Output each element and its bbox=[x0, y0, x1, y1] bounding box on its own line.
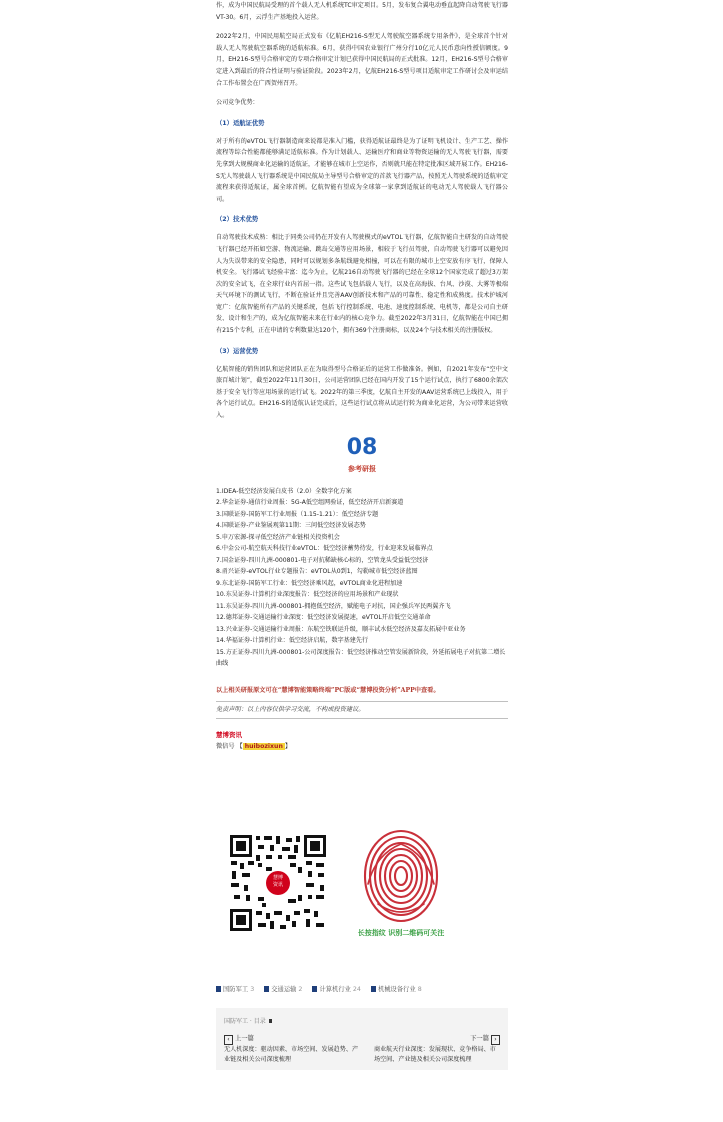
tag-item[interactable]: 交通运输 2 bbox=[264, 985, 302, 994]
article-body bbox=[216, 0, 508, 751]
qr-center-logo: 慧博 资讯 bbox=[272, 875, 283, 888]
tag-bar bbox=[216, 985, 508, 994]
article-navigation bbox=[216, 1008, 508, 1070]
next-article-link[interactable] bbox=[374, 1034, 500, 1065]
tag-item[interactable]: 国防军工 3 bbox=[216, 985, 254, 994]
chevron-right-icon: › bbox=[491, 1035, 500, 1045]
reference-item: 12.德邦证券-交通运输行业深度：低空经济发展提速，eVTOL开启低空交通革命 bbox=[216, 614, 431, 622]
qr-code[interactable] bbox=[228, 833, 328, 933]
advantage-3-text: 亿航智能的销售团队和运营团队正在为取得型号合格证后的运营工作做准备。例如，自2021年发布“空中文旅百城计划”，截至2022年11月30日，公司运营团队已经在国内开发了15个运行试点，执行了6800余架次基于安全飞行等应用场景的运行试飞。2022年的第三季度，亿航自主开发的AAV运营系统已上线投入，用于各个运行试点。EH216-S的适航认证完成后，这些运行试点将从试运行转为商业化运营，为公司带来运营收入。 bbox=[216, 365, 508, 420]
tag-item[interactable]: 计算机行业 24 bbox=[312, 985, 361, 994]
wechat-id-line: 微信号 【 huibozixun 】 bbox=[216, 742, 292, 750]
reference-item: 15.方正证券-四川九洲-000801-公司深度报告：低空经济推动空管发展新阶段，外延拓展电子对抗第二增长曲线 bbox=[216, 648, 506, 668]
advantage-1-title: （1）适航证优势 bbox=[216, 119, 265, 127]
next-article-title: 商业航天行业深度：发展现状、竞争格局、市场空间、产业链及相关公司深度梳理 bbox=[374, 1046, 496, 1063]
wechat-id[interactable]: huibozixun bbox=[244, 742, 283, 750]
advantage-2-title: （2）技术优势 bbox=[216, 216, 259, 224]
source-notice: 以上相关研报原文可在“慧博智能策略终端”PC版或“慧博投资分析”APP中查看。 bbox=[216, 686, 440, 694]
reference-item: 10.东吴证券-计算机行业深度报告：低空经济的应用场景和产业现状 bbox=[216, 591, 399, 599]
prev-article-link[interactable] bbox=[224, 1034, 362, 1065]
advantage-3-title: （3）运营优势 bbox=[216, 347, 259, 355]
tag-icon bbox=[371, 986, 376, 992]
account-name: 慧博资讯 bbox=[216, 730, 242, 739]
chevron-left-icon: ‹ bbox=[224, 1035, 233, 1045]
menu-icon bbox=[269, 1019, 272, 1023]
reference-item: 13.兴业证券-交通运输行业周报：东航空铁联运升级，顺丰试水低空经济及嘉友拓展中亚业务 bbox=[216, 625, 466, 633]
divider bbox=[216, 718, 508, 719]
reference-item: 4.国联证券-产业鉴展观第11期：三问低空经济发展态势 bbox=[216, 522, 366, 530]
prev-article-title: 无人机深度：驱动因素、市场空间、发展趋势、产业链及相关公司深度梳理 bbox=[224, 1046, 359, 1063]
prev-label: 上一篇 bbox=[235, 1035, 254, 1042]
reference-item: 11.东吴证券-四川九洲-000801-拥抱低空经济，赋能电子对抗，国企强兵军民两翼齐飞 bbox=[216, 602, 451, 610]
fingerprint-icon bbox=[356, 824, 446, 926]
reference-item: 7.国金证券-四川九洲-000801-电子对抗稀缺核心标的，空管龙头受益低空经济 bbox=[216, 556, 429, 564]
reference-item: 8.甬兴证券-eVTOL行业专题报告：eVTOL从0到1，勾勒城市低空经济蓝图 bbox=[216, 568, 418, 576]
intro-paragraph-2: 2022年2月，中国民用航空局正式发布《亿航EH216-S型无人驾驶航空器系统专用条件》，是全球首个针对载人无人驾驶航空器系统的适航标准。6月，获得中国农业银行广州分行10亿元人民币意向性授信额度。9月，EH216-S型号合格审定的专项合格审定计划已获得中国民航局的正式批准。12月，EH216-S型号合格审定进入到最后的符合性证明与验证阶段。2023年2月，亿航EH216-S型号项目适航审定工作研讨会及审运结合工作布置会在广西贺州召开。 bbox=[216, 33, 508, 87]
advantage-2-text: 自动驾驶技术成熟：相比于同类公司仍在开发有人驾驶模式的eVTOL飞行器，亿航智能自主研发的自动驾驶飞行器已经开拓如空游、物流运输、跳岛交通等应用场景，相较于飞行员驾驶，自动驾驶飞行器可以避免因人为失误带来的安全隐患，同时可以规划多条航线避免相撞，可以在有限的城市上空安放有序飞行，保障人机安全。飞行器试飞经验丰富：迄今为止，亿航216自动驾驶飞行器的已经在全球12个国家完成了超过3万架次的安全试飞，在全球行业内首屈一指。这些试飞包括载人飞行，以及在高海拔、台风、沙漠、大雾等极端天气环境下的测试飞行，不断在验证并且完善AAV创新技术和产品的可靠性、稳定性和成熟度。技术护城河宽广：亿航智能所有产品的关键系统，包括飞行控制系统、电池、速度控制系统、电机等，都是公司自主研发、设计和生产的，成为亿航智能未来在行业内的核心竞争力。截至2022年3月31日，亿航智能在中国已拥有215个专利，正在申请的专利数量达120个，拥有369个注册商标，以及24个与技术相关的注册版权。 bbox=[216, 234, 508, 335]
reference-list bbox=[216, 486, 508, 670]
tag-icon bbox=[264, 986, 269, 992]
next-label: 下一篇 bbox=[470, 1035, 489, 1042]
reference-item: 6.中金公司-航空航天科技行业eVTOL：低空经济蓄势待发，行业迎来发展临界点 bbox=[216, 545, 433, 553]
reference-item: 3.国联证券-国防军工行业周报（1.15-1.21）：低空经济专题 bbox=[216, 510, 379, 518]
fingerprint-caption: 长按指纹 识别二维码可关注 bbox=[357, 929, 445, 937]
reference-item: 2.华金证券-通信行业周报：5G-A低空组网验证，低空经济开启新赛道 bbox=[216, 499, 404, 507]
advantage-1-text: 对于所有的eVTOL飞行器制造商来说都是准入门槛，获得适航证最终是为了证明飞机设计、生产工艺、操作流程等综合性能都能够满足适航标准。作为计划载人、运输医疗和商业等物资运输的无人驾驶飞行器，需要先拿到大规模商业化运输的适航证，才能够在城市上空运作，否则就只能在特定批准区域开展工作。EH216-S无人驾驶载人飞行器系统是中国民航局主导型号合格审定的首款飞行器产品，按照无人驾驶系统的适航审定流程来获得适航证，属全球首例。亿航智能有望成为全球第一家拿到适航证的电动无人驾驶载人飞行器公司。 bbox=[216, 137, 508, 203]
section-number: 08 bbox=[346, 434, 378, 460]
divider bbox=[216, 701, 508, 702]
tag-icon bbox=[312, 986, 317, 992]
section-title: 参考研报 bbox=[348, 464, 376, 473]
wechat-label: 微信号 bbox=[216, 742, 235, 750]
reference-item: 14.华福证券-计算机行业：低空经济启航，数字基建先行 bbox=[216, 637, 369, 645]
reference-item: 9.东北证券-国防军工行业：低空经济乘风起，eVTOL商业化进程加速 bbox=[216, 579, 403, 587]
tag-icon bbox=[216, 986, 221, 992]
fingerprint-scan[interactable] bbox=[356, 824, 446, 936]
tag-item[interactable]: 机械设备行业 8 bbox=[371, 985, 422, 994]
intro-paragraph-1: 作，成为中国民航局受理的首个载人无人机系统TC审定项目。5月，发布复合翼电动垂直起降自动驾驶飞行器VT-30。6月，云浮生产基地投入运营。 bbox=[216, 2, 508, 21]
breadcrumb[interactable]: 国防军工 · 目录 bbox=[224, 1016, 272, 1025]
intro-paragraph-3: 公司竞争优势： bbox=[216, 99, 259, 107]
reference-item: 5.申万宏源-探寻低空经济产业链相关投资机会 bbox=[216, 533, 340, 541]
disclaimer: 免责声明：以上内容仅供学习交流，不构成投资建议。 bbox=[216, 705, 365, 713]
reference-item: 1.IDEA-低空经济发展白皮书（2.0）全数字化方案 bbox=[216, 487, 352, 495]
